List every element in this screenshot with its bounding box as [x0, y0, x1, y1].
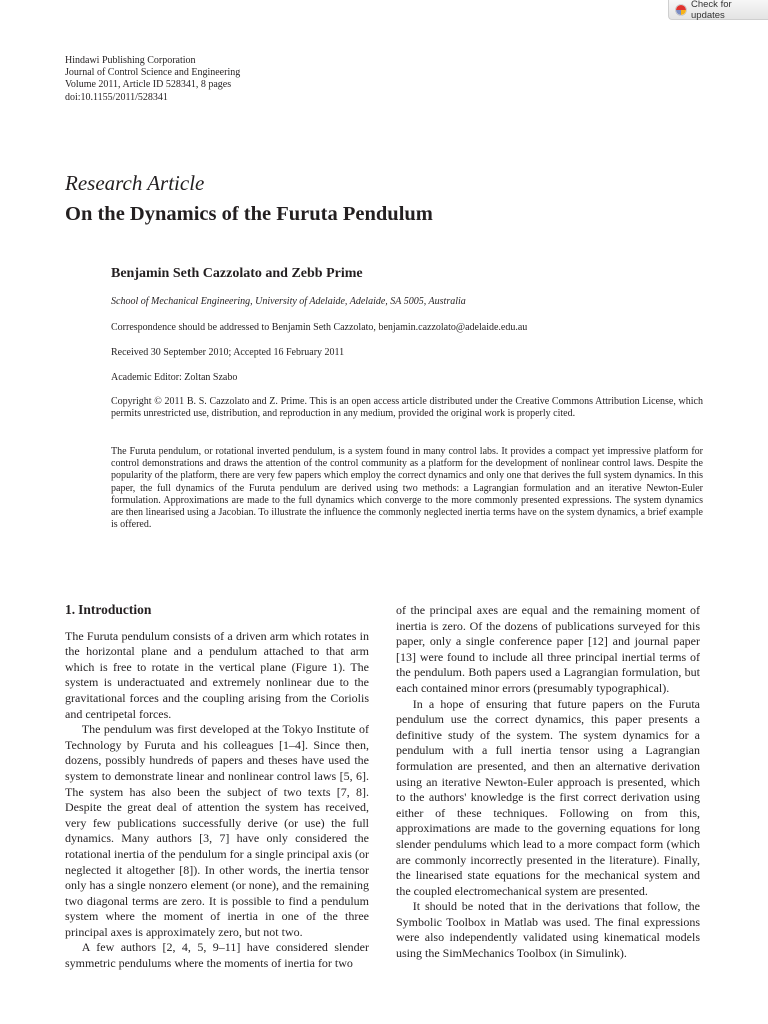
academic-editor: Academic Editor: Zoltan Szabo [111, 372, 238, 383]
check-for-updates-label: Check for updates [691, 0, 732, 21]
volume-info: Volume 2011, Article ID 528341, 8 pages [65, 79, 232, 91]
copyright-notice: Copyright © 2011 B. S. Cazzolato and Z. Prime. This is an open access article distributed under the Creative Commons Attribution License, which permits unrestricted use, distribution, and reproduction in any medium, provided the original work is properly cited. [111, 396, 703, 420]
intro-paragraph: A few authors [2, 4, 5, 9–11] have considered slender symmetric pendulums where the moments of inertia for two [65, 940, 369, 971]
affiliation: School of Mechanical Engineering, University of Adelaide, Adelaide, SA 5005, Australia [111, 296, 466, 307]
abstract: The Furuta pendulum, or rotational inverted pendulum, is a system found in many control labs. It provides a compact yet impressive platform for control demonstrations and draws the attention of the control community as a platform for the development of nonlinear control laws. Despite the popularity of the platform, there are very few papers which employ the correct dynamics and only one that derives the full system dynamics. In this paper, the full dynamics of the Furuta pendulum are derived using two methods: a Lagrangian formulation and an iterative Newton-Euler formulation. Approximations are made to the full dynamics which converge to the more commonly presented expressions. The system dynamics are then linearised using a Jacobian. To illustrate the influence the commonly neglected inertia terms have on the system dynamics, a brief example is offered. [111, 446, 703, 531]
crossmark-icon [675, 4, 687, 16]
article-title: On the Dynamics of the Furuta Pendulum [65, 203, 433, 225]
left-column [65, 602, 369, 972]
intro-paragraph: The pendulum was first developed at the Tokyo Institute of Technology by Furuta and his colleagues [1–4]. Since then, dozens, possibly hundreds of papers and theses have used the system to demonstrate linear and nonlinear control laws [5, 6]. The system has also been the subject of two texts [7, 8]. Despite the great deal of attention the system has received, very few publications successfully derive (or use) the full dynamics. Many authors [3, 7] have only considered the rotational inertia of the pendulum for a single principal axis (or neglected it altogether [8]). In other words, the inertia tensor only has a single nonzero element (or none), and the remaining two diagonal terms are zero. It is possible to find a pendulum system where the moment of inertia in one of the three principal axes is approximately zero, but not two. [65, 722, 369, 939]
received-dates: Received 30 September 2010; Accepted 16 February 2011 [111, 347, 345, 358]
journal-header [65, 55, 240, 104]
correspondence-text: Correspondence should be addressed to Benjamin Seth Cazzolato, [111, 322, 376, 333]
body-paragraph: In a hope of ensuring that future papers on the Furuta pendulum use the correct dynamics, this paper presents a definitive study of the system. The system dynamics for a pendulum with a full inertia tensor using a Lagrangian formulation are presented, and then an alternative derivation using an iterative Newton-Euler approach is presented, which to the authors' knowledge is the first correct derivation using either of these techniques. Following on from this, approximations are made to the governing equations for long slender pendulums which lead to a more compact form (which are commonly incorrectly presented in the literature). Finally, the linearised state equations for the mechanical system and the coupled electromechanical system are presented. [396, 696, 700, 898]
correspondence [111, 322, 703, 334]
body-paragraph: It should be noted that in the derivations that follow, the Symbolic Toolbox in Matlab was used. The final expressions were also independently validated using kinematical models using the SimMechanics Toolbox (in Simulink). [396, 899, 700, 961]
section-number: 1. [65, 602, 76, 617]
correspondence-email[interactable]: benjamin.cazzolato@adelaide.edu.au [378, 322, 528, 333]
section-title: Introduction [78, 602, 152, 617]
article-type: Research Article [65, 171, 205, 195]
check-for-updates-button[interactable] [668, 0, 768, 20]
journal-name: Journal of Control Science and Engineering [65, 67, 241, 79]
right-column [396, 603, 700, 962]
intro-paragraph: The Furuta pendulum consists of a driven arm which rotates in the horizontal plane and a pendulum attached to that arm which is free to rotate in the vertical plane (Figure 1). The system is underactuated and extremely nonlinear due to the gravitational forces and the coupling arising from the Coriolis and centripetal forces. [65, 628, 369, 721]
doi: doi:10.1155/2011/528341 [65, 91, 168, 103]
body-paragraph: of the principal axes are equal and the remaining moment of inertia is zero. Of the dozens of publications surveyed for this paper, only a single conference paper [12] and journal paper [13] were found to include all three principal inertial terms of the pendulum. Both papers used a Lagrangian formulation, but each contained minor errors (presumably typographical). [396, 603, 700, 695]
publisher: Hindawi Publishing Corporation [65, 55, 196, 66]
authors: Benjamin Seth Cazzolato and Zebb Prime [111, 266, 363, 281]
section-heading [65, 602, 369, 618]
